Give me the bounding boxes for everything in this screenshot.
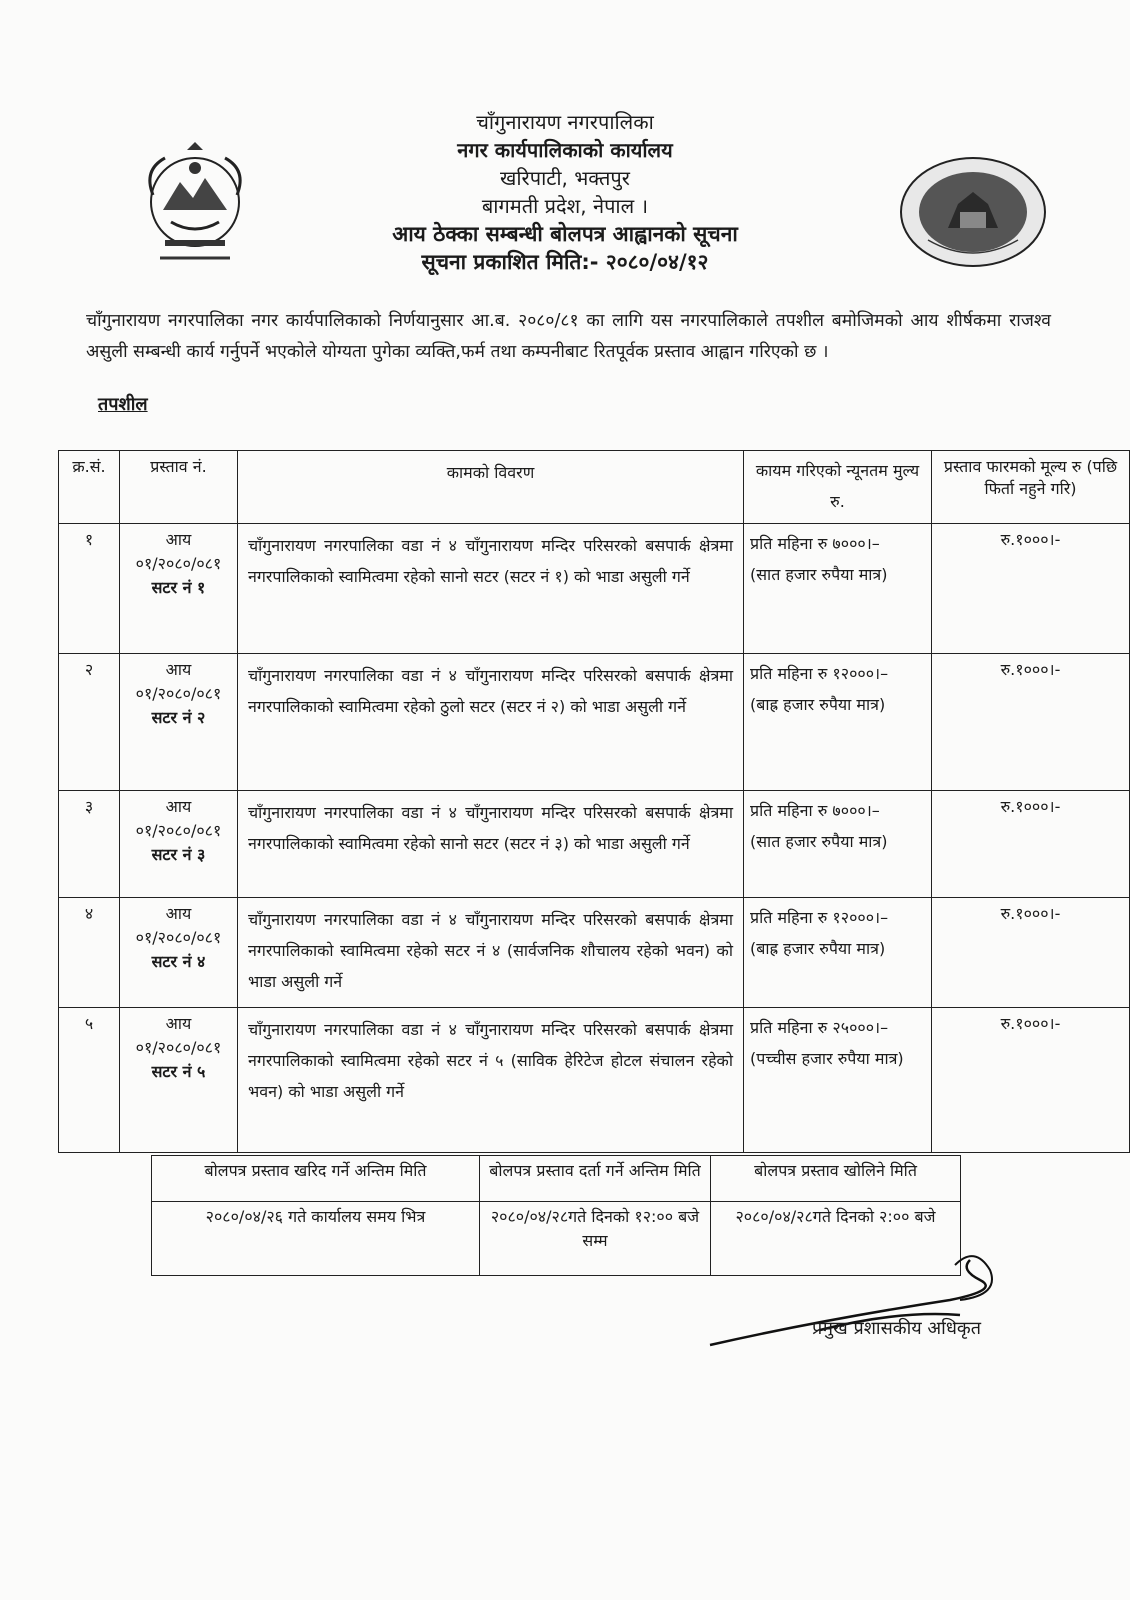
row-sn: २ xyxy=(59,654,120,791)
shutter-no: सटर नं १ xyxy=(151,578,206,597)
proposal-type: आय xyxy=(165,904,192,923)
row-description: चाँगुनारायण नगरपालिका वडा नं ४ चाँगुनारायण मन्दिर परिसरको बसपार्क क्षेत्रमा नगरपालिकाको स्वामित्वमा रहेको सानो सटर (सटर नं ३) को भाडा असुली गर्ने xyxy=(238,791,744,898)
table-row xyxy=(59,524,1130,654)
table-header-row xyxy=(59,451,1130,524)
row-form-fee: रु.१०००।- xyxy=(932,524,1130,654)
proposal-code: ०१/२०८०/०८१ xyxy=(135,554,222,573)
row-sn: ५ xyxy=(59,1008,120,1153)
shutter-no: सटर नं ३ xyxy=(151,845,206,864)
header-sn: क्र.सं. xyxy=(59,451,120,524)
row-description: चाँगुनारायण नगरपालिका वडा नं ४ चाँगुनारायण मन्दिर परिसरको बसपार्क क्षेत्रमा नगरपालिकाको स्वामित्वमा रहेको सटर नं ४ (सार्वजनिक शौचालय रहेको भवन) को भाडा असुली गर्ने xyxy=(238,898,744,1008)
submission-deadline-header: बोलपत्र प्रस्ताव दर्ता गर्ने अन्तिम मिति xyxy=(480,1156,711,1202)
row-proposal-no xyxy=(120,898,238,1008)
min-price-amount: प्रति महिना रु १२०००।– xyxy=(750,664,889,683)
notice-header xyxy=(330,108,800,276)
province: बागमती प्रदेश, नेपाल । xyxy=(481,194,649,218)
row-sn: १ xyxy=(59,524,120,654)
shutter-no: सटर नं ५ xyxy=(151,1062,206,1081)
min-price-words: (बाह्र हजार रुपैया मात्र) xyxy=(750,939,886,958)
opening-date-header: बोलपत्र प्रस्ताव खोलिने मिति xyxy=(711,1156,961,1202)
proposal-type: आय xyxy=(165,1014,192,1033)
table-row xyxy=(59,1008,1130,1153)
purchase-deadline: २०८०/०४/२६ गते कार्यालय समय भित्र xyxy=(152,1202,480,1276)
row-proposal-no xyxy=(120,654,238,791)
header-proposal-no: प्रस्ताव नं. xyxy=(120,451,238,524)
proposal-code: ०१/२०८०/०८१ xyxy=(135,821,222,840)
min-price-words: (सात हजार रुपैया मात्र) xyxy=(750,565,888,584)
proposal-code: ०१/२०८०/०८१ xyxy=(135,928,222,947)
dates-header-row xyxy=(152,1156,961,1202)
row-description: चाँगुनारायण नगरपालिका वडा नं ४ चाँगुनारायण मन्दिर परिसरको बसपार्क क्षेत्रमा नगरपालिकाको स्वामित्वमा रहेको ठुलो सटर (सटर नं २) को भाडा असुली गर्ने xyxy=(238,654,744,791)
shutter-no: सटर नं ४ xyxy=(151,952,206,971)
min-price-words: (सात हजार रुपैया मात्र) xyxy=(750,832,888,851)
intro-paragraph: चाँगुनारायण नगरपालिका नगर कार्यपालिकाको निर्णयानुसार आ.ब. २०८०/८१ का लागि यस नगरपालिकाले तपशील बमोजिमको आय शीर्षकमा राजश्व असुली सम्बन्धी कार्य गर्नुपर्ने भएकोले योग्यता पुगेका व्यक्ति,फर्म तथा कम्पनीबाट रितपूर्वक प्रस्ताव आह्वान गरिएको छ । xyxy=(86,311,1051,362)
row-min-price xyxy=(744,898,932,1008)
row-form-fee: रु.१०००।- xyxy=(932,898,1130,1008)
municipality-name: चाँगुनारायण नगरपालिका xyxy=(476,110,654,134)
min-price-words: (बाह्र हजार रुपैया मात्र) xyxy=(750,695,886,714)
row-min-price xyxy=(744,524,932,654)
submission-deadline: २०८०/०४/२८गते दिनको १२:०० बजे सम्म xyxy=(480,1202,711,1276)
min-price-words: (पच्चीस हजार रुपैया मात्र) xyxy=(750,1049,904,1068)
row-proposal-no xyxy=(120,524,238,654)
office-address: खरिपाटी, भक्तपुर xyxy=(500,166,630,190)
opening-date: २०८०/०४/२८गते दिनको २:०० बजे xyxy=(711,1202,961,1276)
row-description: चाँगुनारायण नगरपालिका वडा नं ४ चाँगुनारायण मन्दिर परिसरको बसपार्क क्षेत्रमा नगरपालिकाको स्वामित्वमा रहेको सानो सटर (सटर नं १) को भाडा असुली गर्ने xyxy=(238,524,744,654)
proposal-type: आय xyxy=(165,530,192,549)
nepal-emblem-icon xyxy=(135,140,255,265)
header-description: कामको विवरण xyxy=(238,451,744,524)
row-form-fee: रु.१०००।- xyxy=(932,1008,1130,1153)
row-proposal-no xyxy=(120,791,238,898)
row-proposal-no xyxy=(120,1008,238,1153)
table-row xyxy=(59,654,1130,791)
notice-title: आय ठेक्का सम्बन्धी बोलपत्र आह्वानको सूचना xyxy=(392,222,738,246)
shutter-no: सटर नं २ xyxy=(151,708,206,727)
signature-icon xyxy=(700,1240,1030,1360)
proposal-type: आय xyxy=(165,797,192,816)
row-min-price xyxy=(744,791,932,898)
publish-date: सूचना प्रकाशित मिति:- २०८०/०४/१२ xyxy=(421,250,709,274)
row-form-fee: रु.१०००।- xyxy=(932,791,1130,898)
table-row xyxy=(59,791,1130,898)
proposal-code: ०१/२०८०/०८१ xyxy=(135,1038,222,1057)
min-price-amount: प्रति महिना रु १२०००।– xyxy=(750,908,889,927)
row-form-fee: रु.१०००।- xyxy=(932,654,1130,791)
table-row xyxy=(59,898,1130,1008)
row-sn: ३ xyxy=(59,791,120,898)
row-sn: ४ xyxy=(59,898,120,1008)
proposal-type: आय xyxy=(165,660,192,679)
row-min-price xyxy=(744,1008,932,1153)
signatory-title: प्रमुख प्रशासकीय अधिकृत xyxy=(812,1318,981,1339)
min-price-amount: प्रति महिना रु ७०००।– xyxy=(750,534,880,553)
proposal-code: ०१/२०८०/०८१ xyxy=(135,684,222,703)
header-min-price: कायम गरिएको न्यूनतम मुल्य रु. xyxy=(744,451,932,524)
min-price-amount: प्रति महिना रु ७०००।– xyxy=(750,801,880,820)
row-min-price xyxy=(744,654,932,791)
tender-table xyxy=(58,450,1130,1153)
municipality-logo-icon xyxy=(898,156,1048,268)
header-form-fee: प्रस्ताव फारमको मूल्य रु (पछि फिर्ता नहुने गरि) xyxy=(932,451,1130,524)
purchase-deadline-header: बोलपत्र प्रस्ताव खरिद गर्ने अन्तिम मिति xyxy=(152,1156,480,1202)
section-title: तपशील xyxy=(98,394,148,415)
office-name: नगर कार्यपालिकाको कार्यालय xyxy=(457,138,673,162)
min-price-amount: प्रति महिना रु २५०००।– xyxy=(750,1018,889,1037)
row-description: चाँगुनारायण नगरपालिका वडा नं ४ चाँगुनारायण मन्दिर परिसरको बसपार्क क्षेत्रमा नगरपालिकाको स्वामित्वमा रहेको सटर नं ५ (साविक हेरिटेज होटल संचालन रहेको भवन) को भाडा असुली गर्ने xyxy=(238,1008,744,1153)
